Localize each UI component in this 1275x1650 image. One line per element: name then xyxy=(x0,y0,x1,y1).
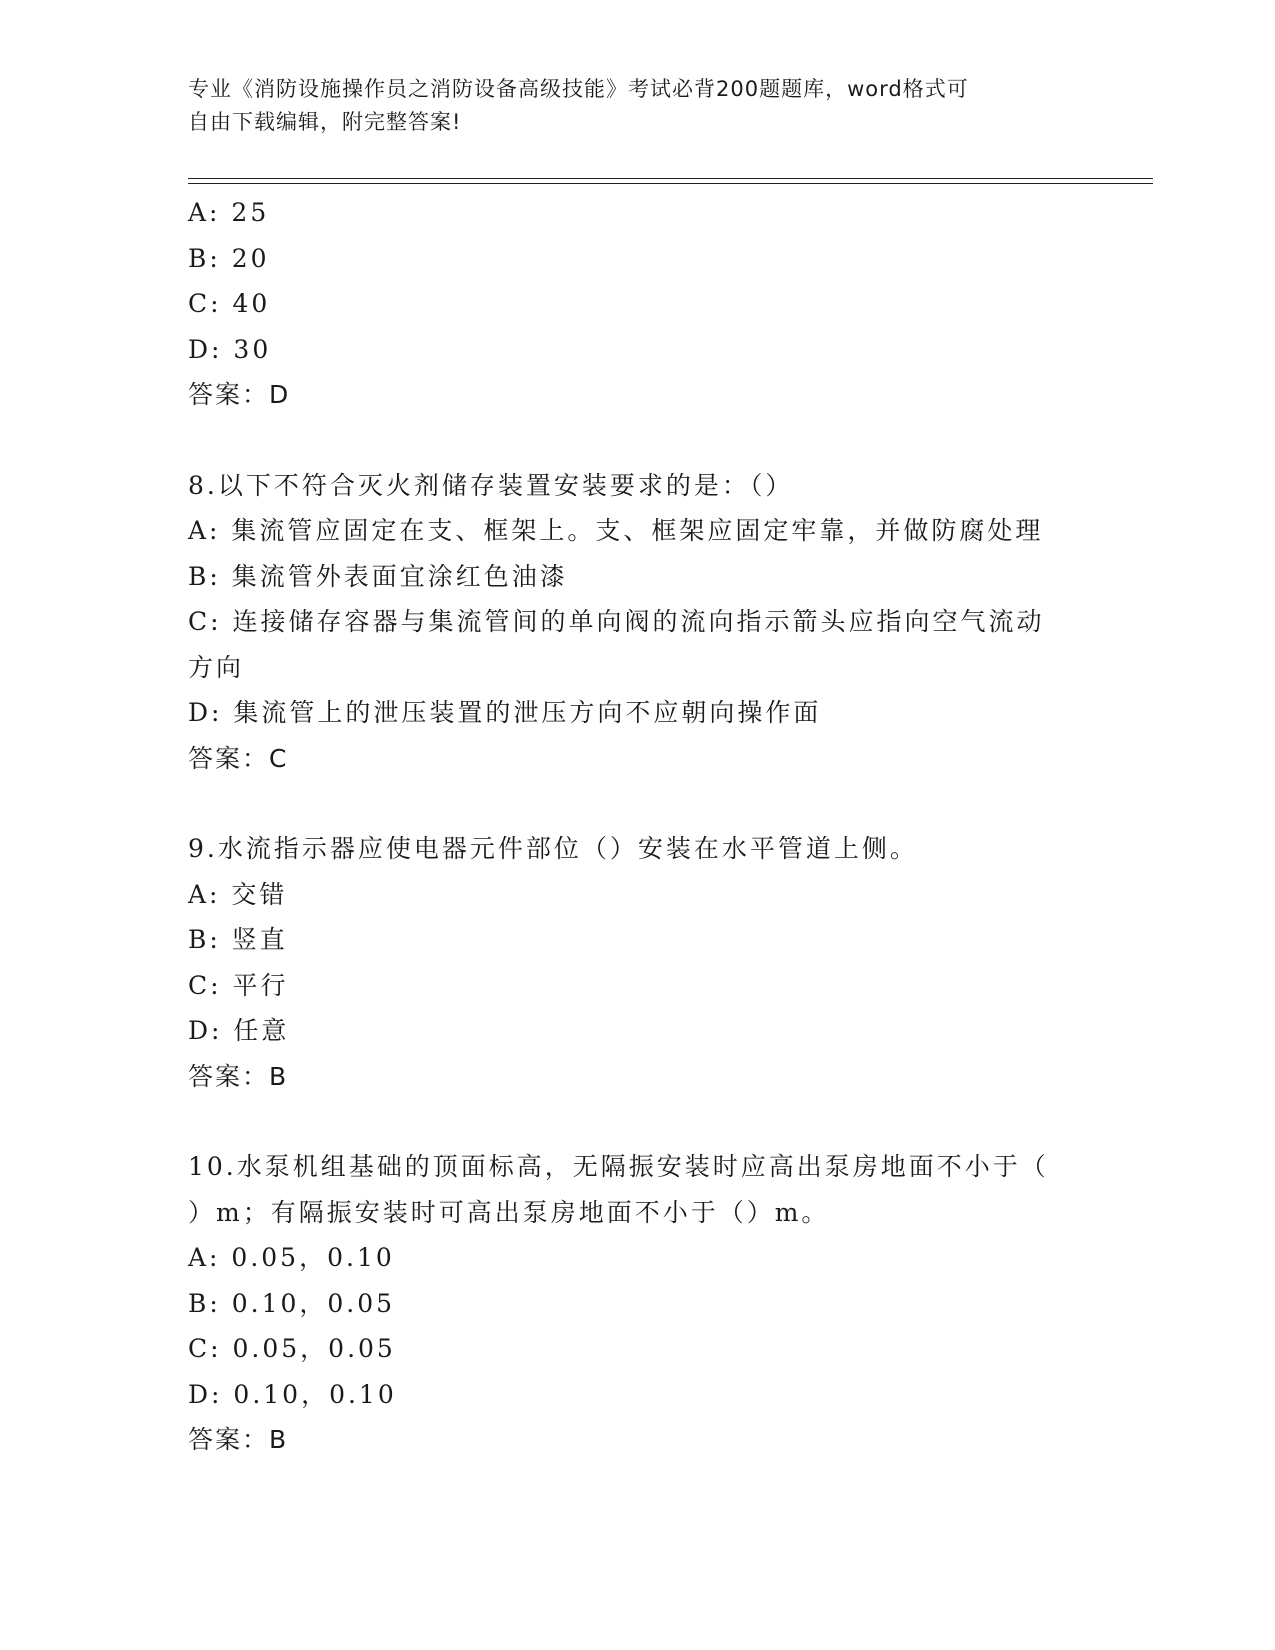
option-c-continued: 方向 xyxy=(188,652,245,682)
option-b: B: 20 xyxy=(188,243,270,273)
spacer xyxy=(188,418,1078,463)
option-c: C: 40 xyxy=(188,289,271,318)
answer-line: 答案：C xyxy=(188,743,289,773)
question-8 xyxy=(188,463,1078,782)
option-d: D: 30 xyxy=(188,334,272,364)
option-c: C: 0.05，0.05 xyxy=(188,1334,396,1363)
option-b: B: 0.10，0.05 xyxy=(188,1288,396,1318)
spacer xyxy=(188,781,1078,826)
option-c: C: 连接储存容器与集流管间的单向阀的流向指示箭头应指向空气流动 xyxy=(188,607,1045,636)
spacer xyxy=(188,1099,1078,1144)
question-10 xyxy=(188,1144,1078,1463)
option-a: A: 25 xyxy=(188,198,270,227)
option-d: D: 集流管上的泄压装置的泄压方向不应朝向操作面 xyxy=(188,698,822,727)
question-stem: 8.以下不符合灭火剂储存装置安装要求的是：（） xyxy=(188,470,794,500)
header-line-2: 自由下载编辑，附完整答案! xyxy=(188,110,462,134)
answer-line: 答案：D xyxy=(188,380,291,409)
option-c: C: 平行 xyxy=(188,970,289,1000)
option-d: D: 0.10，0.10 xyxy=(188,1379,397,1409)
partial-question xyxy=(188,190,1078,418)
option-a: A: 0.05，0.10 xyxy=(188,1243,395,1272)
option-b: B: 集流管外表面宜涂红色油漆 xyxy=(188,561,568,591)
question-stem: 9.水流指示器应使电器元件部位（）安装在水平管道上侧。 xyxy=(188,834,918,863)
header-line-1: 专业《消防设施操作员之消防设备高级技能》考试必背200题题库，word格式可 xyxy=(188,77,969,101)
question-content xyxy=(188,190,1078,1463)
page-header xyxy=(188,73,1088,139)
question-stem: 10.水泵机组基础的顶面标高，无隔振安装时应高出泵房地面不小于（ xyxy=(188,1152,1049,1181)
option-a: A: 集流管应固定在支、框架上。支、框架应固定牢靠，并做防腐处理 xyxy=(188,516,1044,545)
option-a: A: 交错 xyxy=(188,879,288,909)
question-9 xyxy=(188,826,1078,1099)
question-stem-continued: ）m；有隔振安装时可高出泵房地面不小于（）m。 xyxy=(188,1197,830,1227)
answer-line: 答案：B xyxy=(188,1061,289,1091)
option-b: B: 竖直 xyxy=(188,925,288,954)
answer-line: 答案：B xyxy=(188,1425,289,1454)
option-d: D: 任意 xyxy=(188,1016,290,1045)
header-divider xyxy=(188,178,1153,184)
